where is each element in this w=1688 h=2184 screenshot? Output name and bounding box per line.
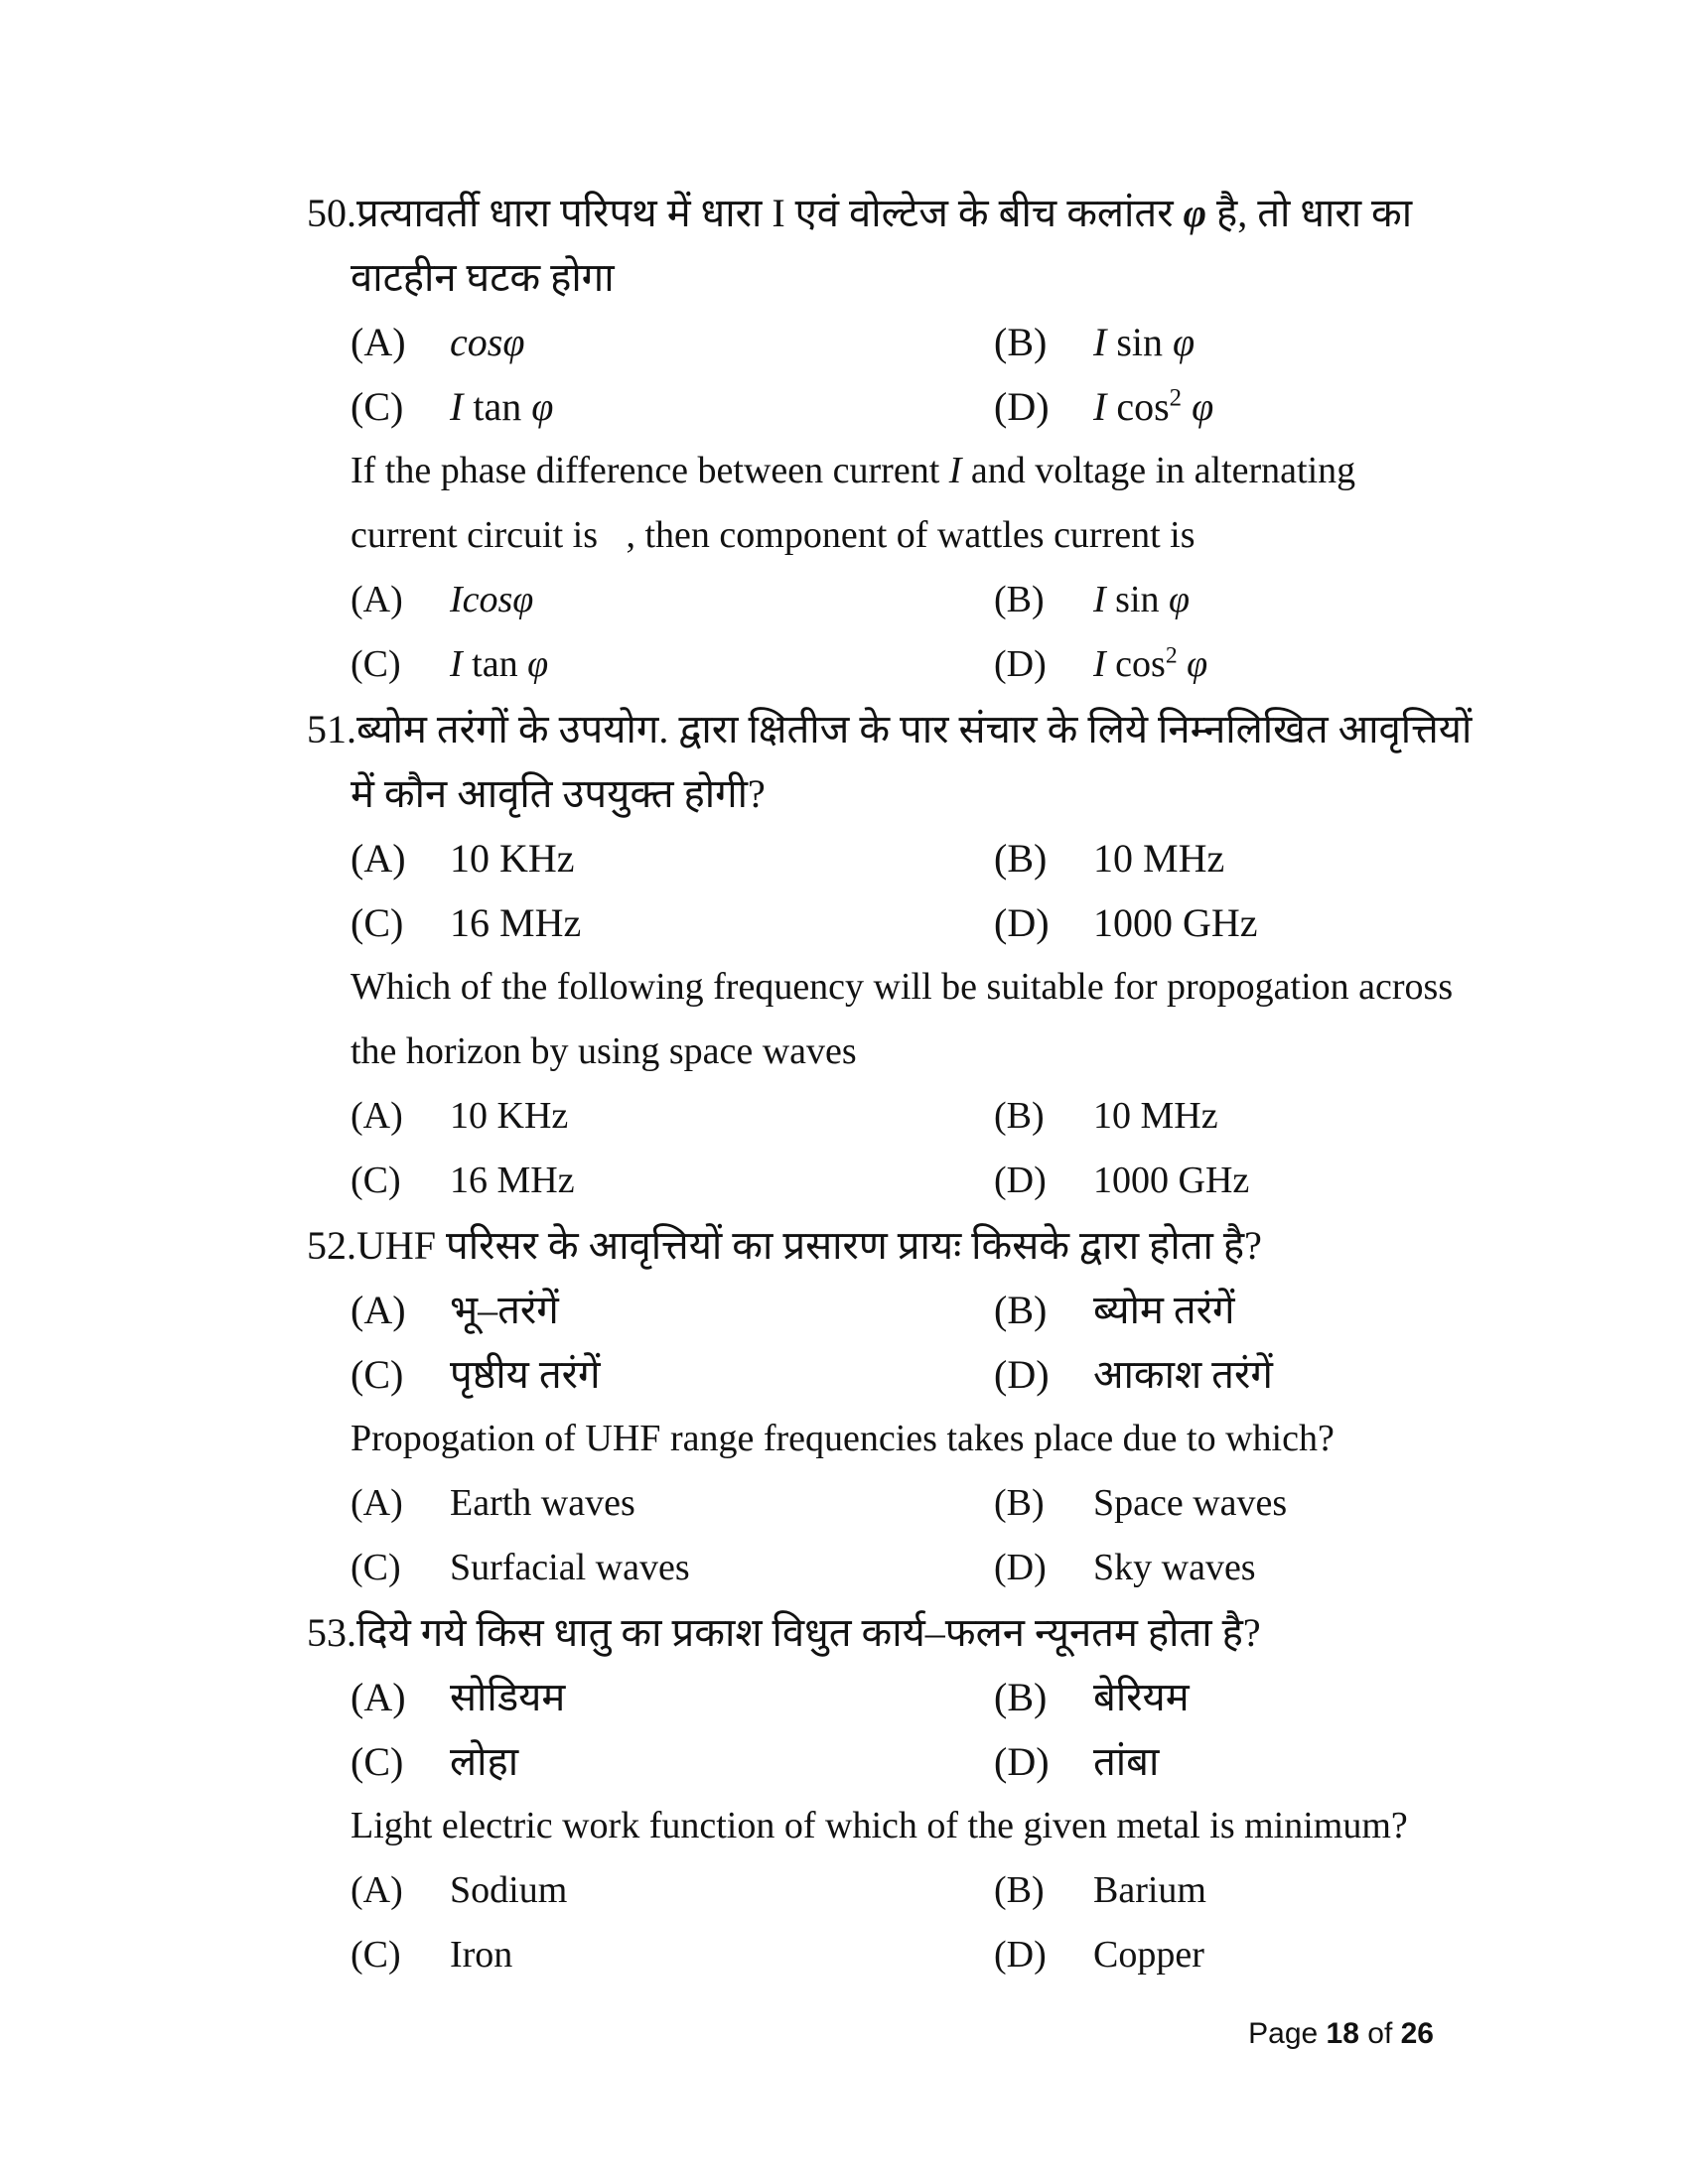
option-label: (B): [994, 1095, 1045, 1137]
option-b: [994, 310, 1195, 374]
option-label: (B): [994, 1482, 1045, 1524]
option-value: Icosφ: [450, 579, 534, 620]
question-number: 53.: [307, 1610, 356, 1655]
question-text-hindi: में कौन आवृति उपयुक्त होगी?: [351, 771, 766, 816]
options-row: [0, 374, 1688, 439]
option-value: Sky waves: [1093, 1547, 1256, 1588]
question-line: [0, 1600, 1688, 1665]
page-footer: Page 18 of 26: [1248, 2017, 1434, 2050]
options-row: [0, 1536, 1688, 1600]
option-c: [351, 1342, 994, 1407]
options-row: [0, 1342, 1688, 1407]
question-text-english: Which of the following frequency will be suitable for propogation across: [351, 966, 1454, 1008]
option-label: (A): [351, 579, 403, 620]
option-label: (D): [994, 1547, 1047, 1588]
question-text-hindi: प्रत्यावर्ती धारा परिपथ में धारा I एवं वोल्टेज के बीच कलांतर φ है, तो धारा का: [356, 191, 1413, 235]
option-value: पृष्ठीय तरंगें: [450, 1352, 601, 1397]
option-d: [994, 632, 1207, 697]
option-a: [351, 568, 994, 632]
option-label: (A): [351, 1482, 403, 1524]
option-c: [351, 1536, 994, 1600]
option-b: [994, 1084, 1218, 1149]
option-a: [351, 1278, 994, 1342]
options-row: [0, 1471, 1688, 1536]
option-value: I $\cos^2 \varphi$: [1093, 642, 1208, 685]
options-row: [0, 1729, 1688, 1794]
question-line: [0, 955, 1688, 1020]
options-row: [0, 1665, 1688, 1729]
option-c: [351, 890, 994, 955]
option-value: I tan φ: [450, 384, 554, 429]
options-row: [0, 632, 1688, 697]
option-value: बेरियम: [1093, 1675, 1190, 1719]
option-label: (D): [994, 643, 1047, 685]
option-c: [351, 1923, 994, 1987]
option-label: (A): [351, 320, 406, 364]
question-text-english: Light electric work function of which of the given metal is minimum?: [351, 1805, 1408, 1846]
option-value: Earth waves: [450, 1482, 635, 1524]
option-label: (C): [351, 1547, 401, 1588]
option-value: भू–तरंगें: [450, 1288, 559, 1332]
question-text-hindi: वाटहीन घटक होगा: [351, 255, 615, 300]
option-a: [351, 310, 994, 374]
question-paper-content: [0, 181, 1688, 1987]
option-label: (D): [994, 1934, 1047, 1976]
option-b: [994, 1278, 1235, 1342]
question-text-english: Propogation of UHF range frequencies takes place due to which?: [351, 1418, 1335, 1459]
option-c: [351, 1149, 994, 1213]
question-text-hindi: ब्योम तरंगों के उपयोग. द्वारा क्षितीज के पार संचार के लिये निम्नलिखित आवृत्तियों: [356, 707, 1473, 751]
option-label: (D): [994, 1739, 1050, 1784]
option-value: Sodium: [450, 1869, 568, 1911]
option-value: Barium: [1093, 1869, 1206, 1911]
question-number: 51.: [307, 707, 356, 751]
option-b: [994, 568, 1190, 632]
options-row: [0, 1149, 1688, 1213]
option-value: Iron: [450, 1934, 513, 1976]
option-a: [351, 1471, 994, 1536]
option-label: (D): [994, 1352, 1050, 1397]
option-c: [351, 1729, 994, 1794]
option-label: (A): [351, 1288, 406, 1332]
option-label: (D): [994, 384, 1050, 429]
option-value: Surfacial waves: [450, 1547, 690, 1588]
option-label: (D): [994, 900, 1050, 945]
option-value: सोडियम: [450, 1675, 566, 1719]
option-label: (B): [994, 836, 1048, 881]
question-53: [0, 1600, 1688, 1987]
option-label: (C): [351, 643, 401, 685]
options-row: [0, 1923, 1688, 1987]
option-d: [994, 1536, 1256, 1600]
question-line: [0, 761, 1688, 826]
option-d: [994, 374, 1213, 439]
option-d: [994, 1149, 1249, 1213]
option-label: (B): [994, 579, 1045, 620]
options-row: [0, 1858, 1688, 1923]
options-row: [0, 890, 1688, 955]
question-line: [0, 1213, 1688, 1278]
option-value: I $\cos^2 \varphi$: [1093, 384, 1214, 429]
question-line: [0, 1794, 1688, 1858]
question-line: [0, 245, 1688, 310]
option-value: 1000 GHz: [1093, 900, 1258, 945]
option-a: [351, 1084, 994, 1149]
option-value: 10 MHz: [1093, 836, 1225, 881]
option-value: ब्योम तरंगें: [1093, 1288, 1235, 1332]
option-a: [351, 1858, 994, 1923]
option-label: (A): [351, 1095, 403, 1137]
option-value: Space waves: [1093, 1482, 1288, 1524]
option-value: I sin φ: [1093, 320, 1196, 364]
option-label: (D): [994, 1160, 1047, 1201]
option-label: (B): [994, 320, 1048, 364]
options-row: [0, 1084, 1688, 1149]
option-label: (A): [351, 1869, 403, 1911]
option-value: I tan φ: [450, 643, 549, 685]
option-c: [351, 374, 994, 439]
option-value: 10 KHz: [450, 836, 575, 881]
question-text-hindi: UHF परिसर के आवृत्तियों का प्रसारण प्रायः किसके द्वारा होता है?: [356, 1223, 1262, 1268]
question-50: [0, 181, 1688, 697]
option-label: (B): [994, 1675, 1048, 1719]
option-value: I sin φ: [1093, 579, 1191, 620]
option-value: 10 MHz: [1093, 1095, 1218, 1137]
question-51: [0, 697, 1688, 1213]
question-text-hindi: दिये गये किस धातु का प्रकाश विधुत कार्य–फलन न्यूनतम होता है?: [356, 1610, 1261, 1655]
options-row: [0, 1278, 1688, 1342]
question-number: 52.: [307, 1223, 356, 1268]
question-line: [0, 697, 1688, 761]
option-value: 1000 GHz: [1093, 1160, 1250, 1201]
option-b: [994, 1858, 1206, 1923]
option-value: आकाश तरंगें: [1093, 1352, 1273, 1397]
option-a: [351, 1665, 994, 1729]
options-row: [0, 826, 1688, 890]
option-value: 10 KHz: [450, 1095, 569, 1137]
question-number: 50.: [307, 191, 356, 235]
option-b: [994, 1471, 1287, 1536]
question-52: [0, 1213, 1688, 1600]
option-value: तांबा: [1093, 1739, 1160, 1784]
option-value: cosφ: [450, 320, 525, 364]
option-value: 16 MHz: [450, 1160, 575, 1201]
option-label: (B): [994, 1288, 1048, 1332]
question-line: [0, 181, 1688, 245]
option-d: [994, 1342, 1273, 1407]
options-row: [0, 310, 1688, 374]
option-d: [994, 1729, 1159, 1794]
option-c: [351, 632, 994, 697]
options-row: [0, 568, 1688, 632]
question-text-english: the horizon by using space waves: [351, 1030, 857, 1072]
option-label: (C): [351, 900, 404, 945]
option-d: [994, 1923, 1204, 1987]
option-b: [994, 826, 1224, 890]
option-label: (A): [351, 836, 406, 881]
option-value: लोहा: [450, 1739, 519, 1784]
option-label: (A): [351, 1675, 406, 1719]
question-line: [0, 439, 1688, 503]
option-label: (C): [351, 384, 404, 429]
option-label: (C): [351, 1160, 401, 1201]
question-text-english: If the phase difference between current I and voltage in alternating: [351, 450, 1356, 491]
option-a: [351, 826, 994, 890]
question-text-english: current circuit is , then component of wattles current is: [351, 514, 1196, 556]
question-line: [0, 1407, 1688, 1471]
option-label: (C): [351, 1934, 401, 1976]
option-value: Copper: [1093, 1934, 1204, 1976]
option-label: (C): [351, 1352, 404, 1397]
option-label: (B): [994, 1869, 1045, 1911]
option-label: (C): [351, 1739, 404, 1784]
question-line: [0, 503, 1688, 568]
option-value: 16 MHz: [450, 900, 582, 945]
option-d: [994, 890, 1258, 955]
option-b: [994, 1665, 1190, 1729]
question-line: [0, 1020, 1688, 1084]
